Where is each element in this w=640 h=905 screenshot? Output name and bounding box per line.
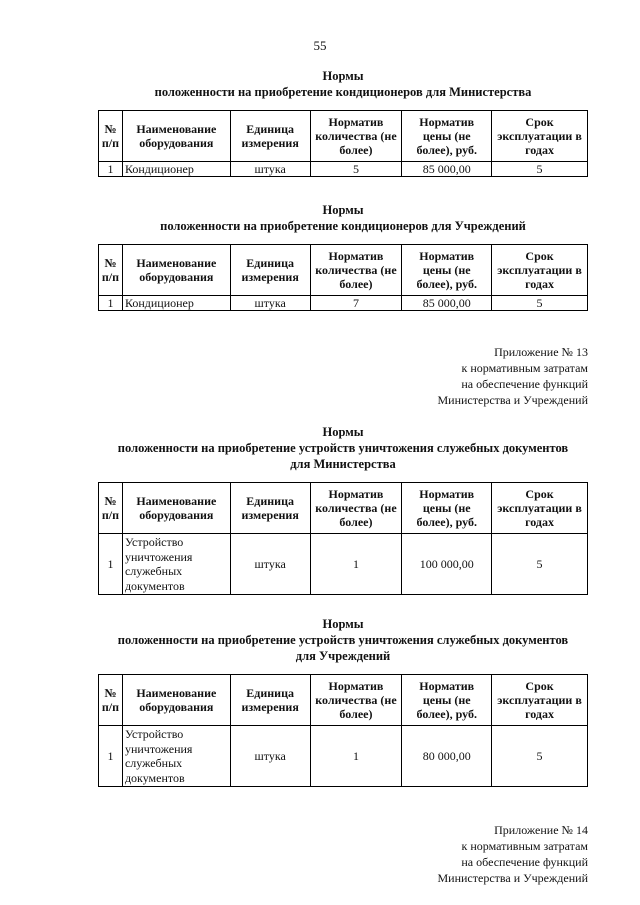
- table-header-row: [99, 675, 588, 726]
- header-quantity: Норматив количества (не более): [310, 245, 402, 296]
- section-subtitle: положенности на приобретение кондиционеров для Министерства: [154, 85, 532, 99]
- section-title: Нормы: [322, 617, 364, 631]
- cell-quantity: 1: [310, 726, 402, 787]
- cell-quantity: 5: [310, 162, 402, 177]
- cell-name: Кондиционер: [122, 162, 230, 177]
- norms-section-shredder-ministry: [98, 424, 588, 595]
- header-name: Наименование оборудования: [122, 483, 230, 534]
- header-term: Срок эксплуатации в годах: [492, 245, 588, 296]
- section-title: Нормы: [322, 425, 364, 439]
- header-price: Норматив цены (не более), руб.: [402, 483, 492, 534]
- norms-section-aircon-institutions: [98, 202, 588, 311]
- appendix-number: Приложение № 13: [494, 345, 588, 359]
- cell-price: 100 000,00: [402, 534, 492, 595]
- header-price: Норматив цены (не более), руб.: [402, 245, 492, 296]
- norms-table: [98, 244, 588, 311]
- header-unit: Единица измерения: [230, 483, 310, 534]
- header-quantity: Норматив количества (не более): [310, 111, 402, 162]
- cell-quantity: 1: [310, 534, 402, 595]
- cell-price: 80 000,00: [402, 726, 492, 787]
- norms-table: [98, 110, 588, 177]
- table-row: [99, 162, 588, 177]
- header-unit: Единица измерения: [230, 111, 310, 162]
- appendix-line: на обеспечение функций: [461, 855, 588, 869]
- table-row: [99, 534, 588, 595]
- table-row: [99, 726, 588, 787]
- cell-unit: штука: [230, 534, 310, 595]
- cell-name: Устройство уничтожения служебных документов: [122, 534, 230, 595]
- header-number: № п/п: [99, 675, 123, 726]
- cell-name: Кондиционер: [122, 296, 230, 311]
- appendix-line: к нормативным затратам: [461, 361, 588, 375]
- cell-term: 5: [492, 162, 588, 177]
- appendix-line: Министерства и Учреждений: [437, 871, 588, 885]
- cell-term: 5: [492, 296, 588, 311]
- cell-number: 1: [99, 534, 123, 595]
- section-title: Нормы: [322, 69, 364, 83]
- cell-price: 85 000,00: [402, 296, 492, 311]
- cell-number: 1: [99, 726, 123, 787]
- appendix-line: на обеспечение функций: [461, 377, 588, 391]
- header-number: № п/п: [99, 245, 123, 296]
- cell-number: 1: [99, 162, 123, 177]
- table-row: [99, 296, 588, 311]
- header-price: Норматив цены (не более), руб.: [402, 675, 492, 726]
- norms-table: [98, 674, 588, 787]
- header-quantity: Норматив количества (не более): [310, 675, 402, 726]
- header-number: № п/п: [99, 111, 123, 162]
- cell-number: 1: [99, 296, 123, 311]
- appendix-note: [437, 822, 588, 886]
- section-subtitle: положенности на приобретение кондиционеров для Учреждений: [160, 219, 526, 233]
- header-price: Норматив цены (не более), руб.: [402, 111, 492, 162]
- norms-section-shredder-institutions: [98, 616, 588, 787]
- cell-unit: штука: [230, 162, 310, 177]
- table-header-row: [99, 245, 588, 296]
- norms-section-aircon-ministry: [98, 68, 588, 177]
- section-subtitle: положенности на приобретение устройств уничтожения служебных документов: [117, 441, 569, 455]
- appendix-line: Министерства и Учреждений: [437, 393, 588, 407]
- header-name: Наименование оборудования: [122, 675, 230, 726]
- cell-unit: штука: [230, 726, 310, 787]
- section-subtitle-target: для Министерства: [290, 457, 396, 471]
- section-subtitle-target: для Учреждений: [295, 649, 391, 663]
- cell-unit: штука: [230, 296, 310, 311]
- header-name: Наименование оборудования: [122, 245, 230, 296]
- section-subtitle: положенности на приобретение устройств уничтожения служебных документов: [117, 633, 569, 647]
- header-unit: Единица измерения: [230, 245, 310, 296]
- section-title: Нормы: [322, 203, 364, 217]
- header-term: Срок эксплуатации в годах: [492, 483, 588, 534]
- cell-term: 5: [492, 726, 588, 787]
- appendix-line: к нормативным затратам: [461, 839, 588, 853]
- norms-table: [98, 482, 588, 595]
- header-term: Срок эксплуатации в годах: [492, 111, 588, 162]
- header-quantity: Норматив количества (не более): [310, 483, 402, 534]
- header-name: Наименование оборудования: [122, 111, 230, 162]
- cell-name: Устройство уничтожения служебных документов: [122, 726, 230, 787]
- header-unit: Единица измерения: [230, 675, 310, 726]
- table-header-row: [99, 111, 588, 162]
- cell-quantity: 7: [310, 296, 402, 311]
- header-number: № п/п: [99, 483, 123, 534]
- table-header-row: [99, 483, 588, 534]
- cell-price: 85 000,00: [402, 162, 492, 177]
- appendix-note: [437, 344, 588, 408]
- header-term: Срок эксплуатации в годах: [492, 675, 588, 726]
- page-number: 55: [313, 38, 327, 53]
- appendix-number: Приложение № 14: [494, 823, 588, 837]
- cell-term: 5: [492, 534, 588, 595]
